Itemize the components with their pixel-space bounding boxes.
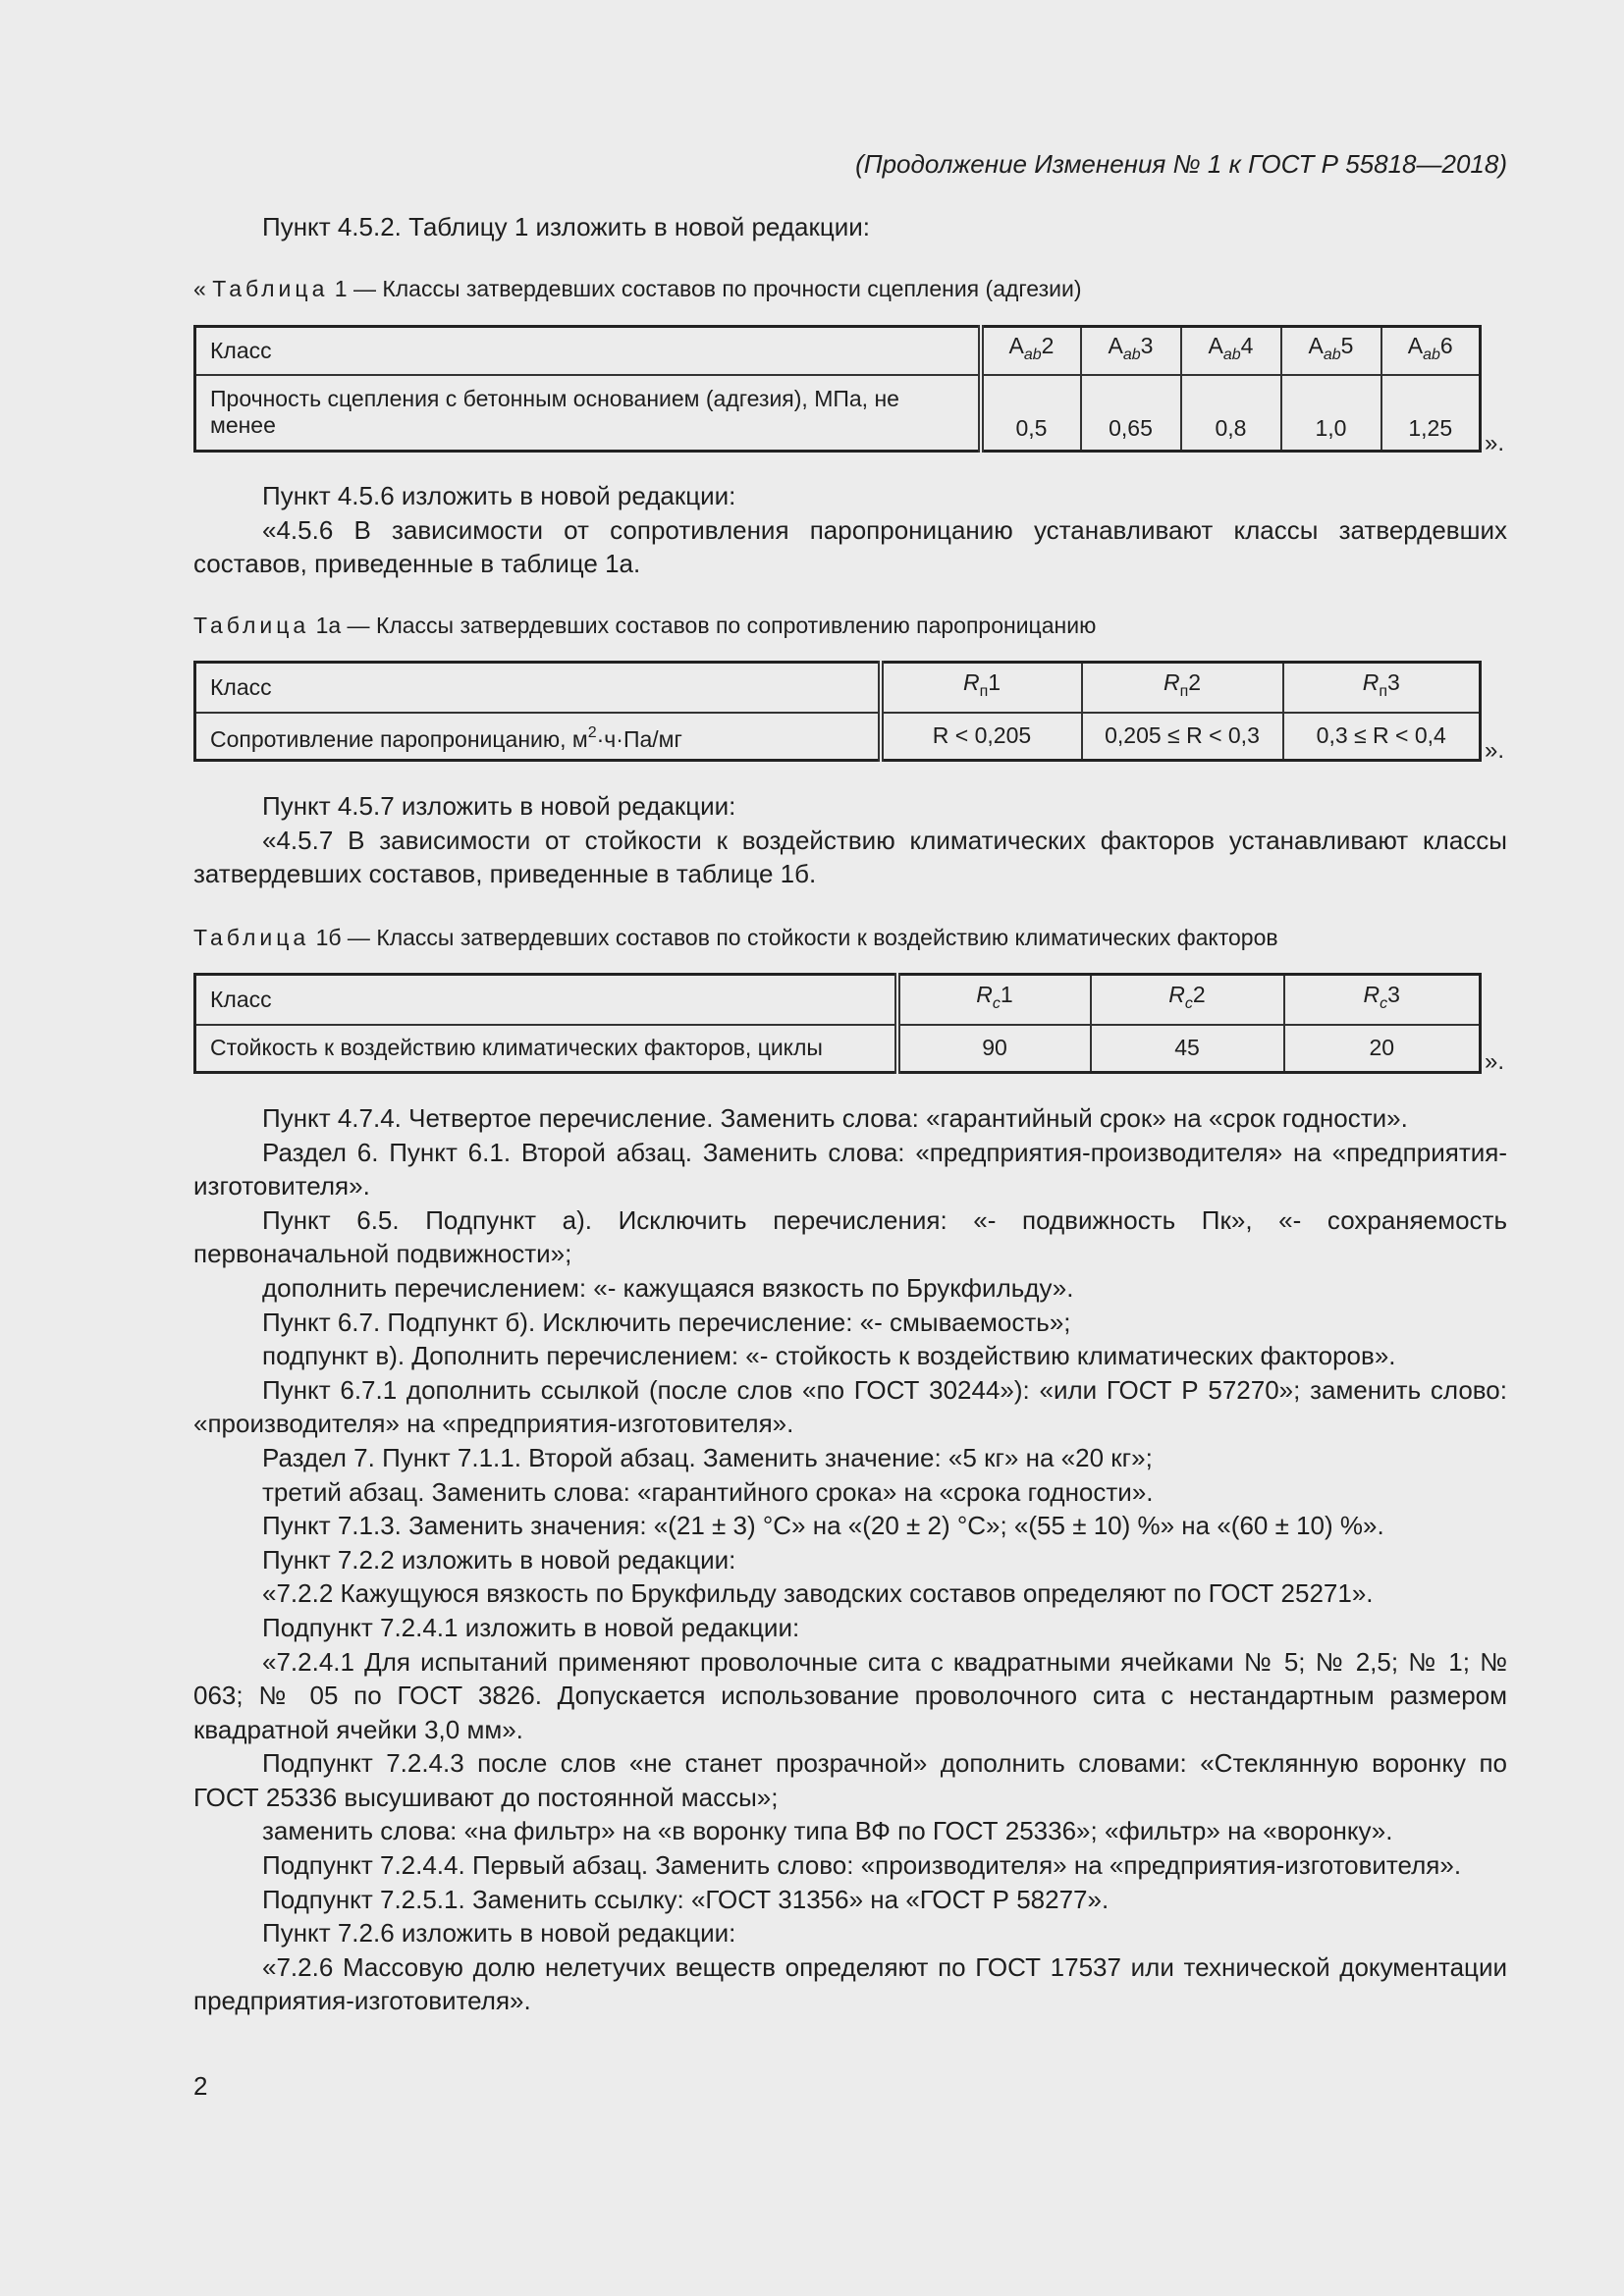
table1-value-cell: 1,0 <box>1281 375 1381 452</box>
paragraph: Пункт 6.7.1 дополнить ссылкой (после слов «по ГОСТ 30244»): «или ГОСТ Р 57270»; заменить слово: «производителя» на «предприятия-изготовителя». <box>193 1374 1507 1439</box>
paragraph: Пункт 7.1.3. Заменить значения: «(21 ± 3) °С» на «(20 ± 2) °С»; «(55 ± 10) %» на «(60 ± 10) %». <box>262 1511 1384 1541</box>
table1-class-cell: $A_{ab}5$ <box>1281 327 1381 375</box>
table1-caption-open: « <box>193 276 206 301</box>
table1b-caption-label: Таблица <box>193 925 310 950</box>
table1b-row-label: Стойкость к воздействию климатических факторов, циклы <box>195 1025 897 1073</box>
paragraph: Пункт 7.2.2 изложить в новой редакции: <box>262 1544 736 1575</box>
paragraph: подпункт в). Дополнить перечислением: «- стойкость к воздействию климатических факторов». <box>262 1341 1396 1371</box>
paragraph: третий абзац. Заменить слова: «гарантийного срока» на «срока годности». <box>262 1476 1154 1507</box>
paragraph: «7.2.6 Массовую долю нелетучих веществ определяют по ГОСТ 17537 или технической документации предприятия-изготовителя». <box>193 1951 1507 2016</box>
table1-class-cell: $A_{ab}6$ <box>1381 327 1481 375</box>
table1-end-quote: ». <box>1485 430 1505 456</box>
table1b-value-cell: 20 <box>1284 1025 1481 1073</box>
table1a-class-cell: $R_п2$ <box>1082 663 1283 713</box>
paragraph: Подпункт 7.2.4.4. Первый абзац. Заменить слово: «производителя» на «предприятия-изготовителя». <box>262 1850 1462 1881</box>
paragraph: Подпункт 7.2.4.3 после слов «не станет прозрачной» дополнить словами: «Стеклянную воронку по ГОСТ 25336 высушивают до постоянной массы»; <box>193 1748 1507 1812</box>
table1a-end-quote: ». <box>1485 737 1505 764</box>
table1b-end-quote: ». <box>1485 1048 1505 1075</box>
para-4-5-7 <box>193 789 1507 891</box>
table1a-row-label: Сопротивление паропроницанию, $м^2\cdot ч\cdot Па/мг$ <box>195 713 881 761</box>
paragraph: Пункт 6.5. Подпункт а). Исключить перечисления: «- подвижность Пк», «- сохраняемость первоначальной подвижности»; <box>193 1204 1507 1269</box>
paragraph: заменить слова: «на фильтр» на «в воронку типа ВФ по ГОСТ 25336»; «фильтр» на «воронку». <box>262 1816 1393 1846</box>
table1b-value-cell: 90 <box>897 1025 1091 1073</box>
table1b-caption <box>193 923 1507 952</box>
paragraph: Пункт 4.7.4. Четвертое перечисление. Заменить слова: «гарантийный срок» на «срок годности». <box>262 1103 1408 1133</box>
table1-class-cell: $A_{ab}2$ <box>981 327 1081 375</box>
table1a-caption-label: Таблица <box>193 613 310 638</box>
table1b-class-cell: $R_с3$ <box>1284 975 1481 1025</box>
table1b-value-cell: 45 <box>1091 1025 1284 1073</box>
paragraph: Подпункт 7.2.4.1 изложить в новой редакции: <box>262 1612 800 1642</box>
table1a-caption <box>193 611 1507 640</box>
table1b-class-cell: $R_с2$ <box>1091 975 1284 1025</box>
paragraph: «7.2.2 Кажущуюся вязкость по Брукфильду заводских составов определяют по ГОСТ 25271». <box>262 1578 1374 1609</box>
table1-value-cell: 0,65 <box>1081 375 1181 452</box>
table1a <box>193 661 1482 762</box>
table1-class-cell: $A_{ab}3$ <box>1081 327 1181 375</box>
table1-header-label: Класс <box>195 327 981 375</box>
paragraph: Раздел 6. Пункт 6.1. Второй абзац. Заменить слова: «предприятия-производителя» на «предприятия-изготовителя». <box>193 1137 1507 1201</box>
page-number: 2 <box>193 2071 208 2101</box>
para-4-5-7-line1: Пункт 4.5.7 изложить в новой редакции: <box>262 791 736 821</box>
table1b-caption-text: 1б — Классы затвердевших составов по стойкости к воздействию климатических факторов <box>315 925 1278 950</box>
table1-caption <box>193 274 1507 303</box>
table1b-header-label: Класс <box>195 975 897 1025</box>
intro-paragraph: Пункт 4.5.2. Таблицу 1 изложить в новой редакции: <box>262 212 870 241</box>
table1a-value-cell: R < 0,205 <box>881 713 1082 761</box>
amendments-body <box>193 1101 1507 2018</box>
paragraph: Подпункт 7.2.5.1. Заменить ссылку: «ГОСТ 31356» на «ГОСТ Р 58277». <box>262 1884 1110 1914</box>
table1b-class-cell: $R_с1$ <box>897 975 1091 1025</box>
table1-caption-label: Таблица <box>212 276 329 301</box>
table1-row-label: Прочность сцепления с бетонным основанием (адгезия), МПа, не менее <box>195 375 981 452</box>
table1-value-cell: 0,8 <box>1181 375 1281 452</box>
table1-class-cell: $A_{ab}4$ <box>1181 327 1281 375</box>
table1-caption-text: 1 — Классы затвердевших составов по прочности сцепления (адгезии) <box>334 276 1082 301</box>
table1b <box>193 973 1482 1074</box>
table1a-caption-text: 1а — Классы затвердевших составов по сопротивлению паропроницанию <box>315 613 1097 638</box>
table1a-value-cell: 0,205 ≤ R < 0,3 <box>1082 713 1283 761</box>
table1a-class-cell: $R_п1$ <box>881 663 1082 713</box>
paragraph: Пункт 7.2.6 изложить в новой редакции: <box>262 1918 736 1949</box>
table1a-class-cell: $R_п3$ <box>1283 663 1481 713</box>
page-header: (Продолжение Изменения № 1 к ГОСТ Р 55818—2018) <box>855 149 1507 179</box>
paragraph: Раздел 7. Пункт 7.1.1. Второй абзац. Заменить значение: «5 кг» на «20 кг»; <box>262 1442 1153 1472</box>
paragraph: «7.2.4.1 Для испытаний применяют проволочные сита с квадратными ячейками № 5; № 2,5; № 1; № 063; № 05 по ГОСТ 3826. Допускается использование проволочного сита с нестандартным размером квадратной ячейки 3,0 мм». <box>193 1646 1507 1744</box>
para-4-5-6-line2: «4.5.6 В зависимости от сопротивления паропроницанию устанавливают классы затвердевших составов, приведенные в таблице 1а. <box>193 514 1507 579</box>
table1a-header-label: Класс <box>195 663 881 713</box>
table1a-value-cell: 0,3 ≤ R < 0,4 <box>1283 713 1481 761</box>
paragraph: дополнить перечислением: «- кажущаяся вязкость по Брукфильду». <box>262 1272 1074 1303</box>
paragraph: Пункт 6.7. Подпункт б). Исключить перечисление: «- смываемость»; <box>262 1307 1071 1337</box>
para-4-5-6-line1: Пункт 4.5.6 изложить в новой редакции: <box>262 481 736 510</box>
para-4-5-6 <box>193 479 1507 581</box>
table1-value-cell: 1,25 <box>1381 375 1481 452</box>
para-4-5-7-line2: «4.5.7 В зависимости от стойкости к воздействию климатических факторов устанавливают классы затвердевших составов, приведенные в таблице 1б. <box>193 825 1507 889</box>
table1-value-cell: 0,5 <box>981 375 1081 452</box>
table1 <box>193 325 1482 453</box>
